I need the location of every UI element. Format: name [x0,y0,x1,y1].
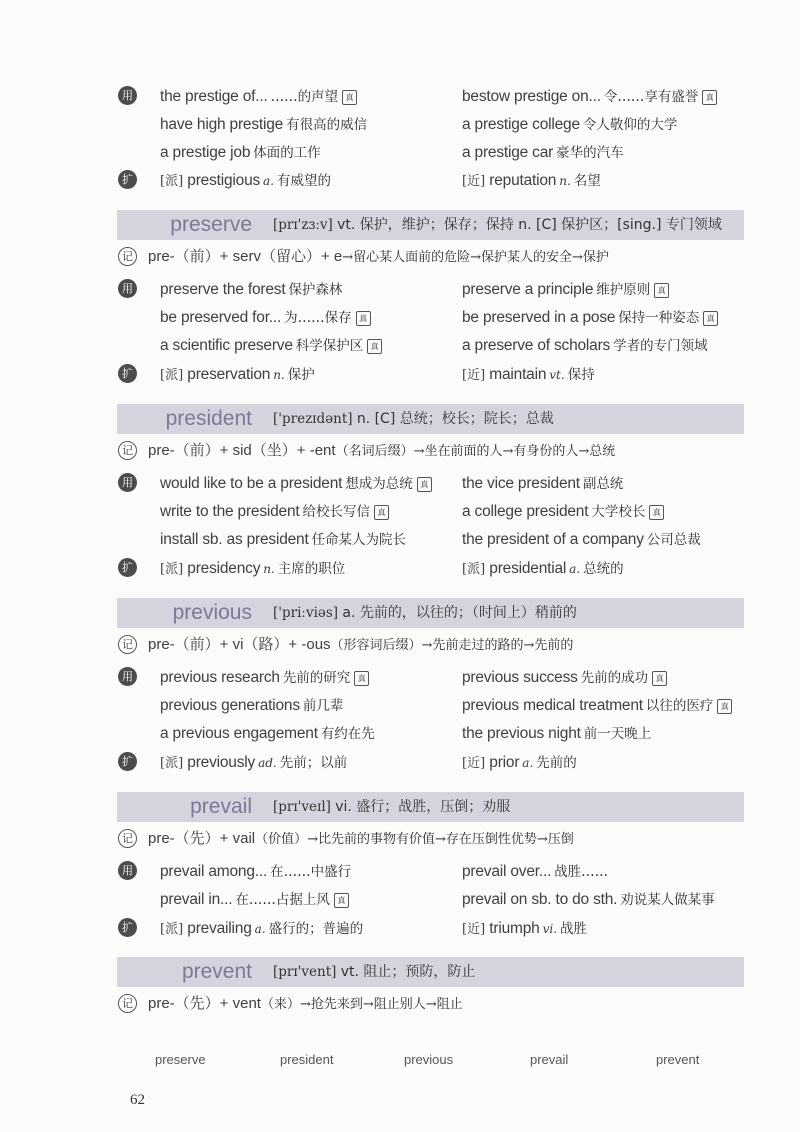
example-chinese: 公司总裁 [646,532,701,548]
example-chinese: 劝说某人做某事 [620,892,715,908]
exam-badge-icon: 真 [354,671,369,686]
phonetic: ['priːviəs] [273,605,343,621]
expand-icon: 扩 [118,170,137,189]
usage-example [462,84,717,109]
derived-chinese: 主席的职位 [277,561,346,577]
derived-chinese: 保持 [567,367,595,383]
example-chinese: 维护原则 [596,282,651,298]
expand-icon: 扩 [118,364,137,383]
page-number: 62 [130,1092,145,1108]
derived-english: prestigious [187,172,261,189]
entry-header [117,792,744,822]
usage-icon: 用 [118,86,137,105]
usage-example [462,887,715,912]
example-english: install sb. as president [160,531,309,548]
derived-pos: ad. [258,756,277,770]
exam-badge-icon: 真 [717,699,732,714]
definition [273,598,577,628]
example-chinese: 有约在先 [320,726,375,742]
example-chinese: 豪华的汽车 [556,145,624,161]
expand-icon: 扩 [118,918,137,937]
definition-text: vt. 阻止；预防，防止 [340,964,476,980]
example-english: have high prestige [160,116,284,133]
exam-badge-icon: 真 [374,505,389,520]
example-chinese: 想成为总统 [345,476,413,492]
etymology-parts: pre-（前）+ serv（留心）+ e [148,248,343,265]
etymology-parts: pre-（前）+ vi（路）+ -ous [148,636,331,653]
etymology [148,992,463,1017]
exam-badge-icon: 真 [417,477,432,492]
relation-tag: [派] [160,562,188,577]
example-chinese: 有很高的威信 [286,117,368,133]
footer-word: previous [404,1052,454,1067]
etymology-chain: （名词后缀）→坐在前面的人→有身份的人→总统 [335,444,616,459]
usage-example [160,887,349,912]
example-chinese: 先前的成功 [580,670,649,686]
usage-example [462,693,732,718]
derived-pos: vt. [549,368,565,382]
etymology [148,633,573,658]
phonetic: ['prezɪdənt] [273,411,357,427]
exam-badge-icon: 真 [356,311,371,326]
memory-icon: 记 [118,635,137,654]
derived-pos: n. [559,174,571,188]
derived-english: preservation [187,366,271,383]
usage-example [160,84,357,109]
example-english: be preserved for... [160,309,282,326]
example-chinese: 体面的工作 [253,145,321,161]
headword: president [165,407,252,430]
derived-english: reputation [489,172,557,189]
etymology-parts: pre-（先）+ vent [148,995,261,1012]
definition [273,957,475,987]
headword: prevail [190,795,252,818]
example-english: previous generations [160,697,300,714]
derived-pos: a. [263,174,275,188]
footer-word: preserve [155,1052,206,1067]
definition [273,210,722,240]
derived-word [160,916,363,942]
example-chinese: 在……中盛行 [270,864,352,880]
derived-english: previously [187,754,256,771]
derived-english: triumph [489,920,540,937]
example-english: previous research [160,669,280,686]
example-english: the previous night [462,725,581,742]
derived-chinese: 保护 [287,367,315,383]
derived-english: prior [489,754,520,771]
usage-example [462,499,664,524]
relation-tag: [派] [160,368,188,383]
example-english: bestow prestige on... [462,88,601,105]
example-english: a preserve of scholars [462,337,611,354]
etymology [148,827,574,852]
etymology-parts: pre-（先）+ vail [148,830,256,847]
derived-chinese: 盛行的；普遍的 [268,921,364,937]
usage-example [462,333,708,358]
etymology [148,439,615,464]
derived-word [160,362,315,388]
usage-example [160,471,432,496]
usage-example [160,305,371,330]
example-chinese: 给校长写信 [302,504,370,520]
derived-chinese: 有威望的 [277,173,332,189]
definition-text: n. [C] 总统；校长；院长；总裁 [356,411,554,427]
example-chinese: 在……占据上风 [235,892,330,908]
footer-word: prevail [530,1052,569,1067]
usage-example [160,527,406,552]
definition [273,792,510,822]
relation-tag: [近] [462,174,490,189]
example-english: write to the president [160,503,300,520]
derived-english: presidency [187,560,261,577]
example-english: preserve a principle [462,281,594,298]
relation-tag: [派] [160,756,188,771]
phonetic: [prɪ'veɪl] [273,799,336,815]
example-english: a previous engagement [160,725,318,742]
example-english: previous success [462,669,578,686]
derived-english: presidential [489,560,567,577]
example-chinese: 战胜…… [554,864,609,880]
definition-text: vi. 盛行；战胜，压倒；劝服 [335,799,511,815]
example-chinese: 大学校长 [591,504,646,520]
usage-example [160,333,382,358]
expand-icon: 扩 [118,752,137,771]
example-chinese: 为……保存 [284,310,352,326]
usage-example [462,527,701,552]
usage-example [462,471,623,496]
example-english: a college president [462,503,589,520]
usage-example [160,721,375,746]
example-chinese: 学者的专门领域 [613,338,708,354]
derived-english: maintain [489,366,547,383]
relation-tag: [派] [160,174,188,189]
exam-badge-icon: 真 [342,90,357,105]
definition [273,404,554,434]
example-english: previous medical treatment [462,697,643,714]
derived-chinese: 战胜 [560,921,588,937]
etymology-chain: →留心某人面前的危险→保护某人的安全→保护 [342,250,609,265]
example-chinese: 科学保护区 [295,338,364,354]
exam-badge-icon: 真 [649,505,664,520]
footer-word: prevent [656,1052,700,1067]
derived-word [462,362,595,388]
example-english: the prestige of... [160,88,268,105]
headword: preserve [170,213,252,236]
exam-badge-icon: 真 [702,90,717,105]
example-chinese: 前一天晚上 [583,726,652,742]
example-english: preserve the forest [160,281,286,298]
usage-icon: 用 [118,861,137,880]
usage-example [160,140,321,165]
usage-example [462,112,677,137]
derived-word [462,916,587,942]
example-english: the vice president [462,475,580,492]
memory-icon: 记 [118,441,137,460]
footer-word: president [280,1052,334,1067]
usage-example [462,665,667,690]
definition-text: a. 先前的，以往的；（时间上）稍前的 [342,605,577,621]
derived-word [462,556,624,582]
phonetic: [prɪ'vent] [273,964,341,980]
example-english: be preserved in a pose [462,309,616,326]
usage-icon: 用 [118,473,137,492]
usage-icon: 用 [118,667,137,686]
entry-header [117,957,744,987]
example-chinese: 先前的研究 [282,670,351,686]
expand-icon: 扩 [118,558,137,577]
example-english: a prestige car [462,144,554,161]
derived-word [160,750,347,776]
example-chinese: 令人敬仰的大学 [582,117,678,133]
example-english: prevail over... [462,863,552,880]
exam-badge-icon: 真 [334,893,349,908]
usage-example [462,277,669,302]
derived-word [462,750,577,776]
etymology-chain: （形容词后缀）→先前走过的路的→先前的 [330,638,574,653]
example-chinese: 前几辈 [302,698,344,714]
entry-header [117,404,744,434]
example-english: a prestige job [160,144,251,161]
derived-pos: n. [263,562,275,576]
example-english: prevail among... [160,863,268,880]
usage-example [160,693,343,718]
entry-header [117,598,744,628]
derived-pos: a. [569,562,581,576]
example-english: a prestige college [462,116,580,133]
usage-example [160,665,369,690]
derived-chinese: 先前的 [536,755,577,771]
memory-icon: 记 [118,247,137,266]
derived-word [160,556,345,582]
usage-example [462,305,718,330]
etymology [148,245,609,270]
usage-example [160,277,342,302]
etymology-parts: pre-（前）+ sid（坐）+ -ent [148,442,336,459]
exam-badge-icon: 真 [367,339,382,354]
usage-example [160,499,389,524]
example-chinese: 令……享有盛誉 [603,89,699,105]
derived-chinese: 名望 [573,173,601,189]
derived-word [160,168,331,194]
relation-tag: [派] [160,922,188,937]
usage-example [462,140,624,165]
derived-pos: a. [522,756,534,770]
usage-example [160,112,367,137]
exam-badge-icon: 真 [654,283,669,298]
etymology-chain: （价值）→比先前的事物有价值→存在压倒性优势→压倒 [255,832,574,847]
example-chinese: 以往的医疗 [645,698,714,714]
exam-badge-icon: 真 [652,671,667,686]
relation-tag: [近] [462,922,490,937]
relation-tag: [近] [462,368,490,383]
headword: prevent [181,960,252,983]
exam-badge-icon: 真 [703,311,718,326]
example-chinese: 保护森林 [288,282,343,298]
example-english: prevail on sb. to do sth. [462,891,618,908]
derived-pos: n. [273,368,285,382]
example-chinese: 副总统 [582,476,624,492]
relation-tag: [派] [462,562,490,577]
usage-example [462,721,651,746]
definition-text: vt. 保护，维护；保存；保持 n. [C] 保护区；[sing.] 专门领域 [337,217,722,233]
example-chinese: 任命某人为院长 [311,532,407,548]
derived-english: prevailing [187,920,252,937]
derived-chinese: 总统的 [583,561,624,577]
derived-word [462,168,601,194]
relation-tag: [近] [462,756,490,771]
usage-icon: 用 [118,279,137,298]
example-english: prevail in... [160,891,233,908]
example-chinese: ……的声望 [270,89,339,105]
derived-chinese: 先前；以前 [279,755,348,771]
usage-example [462,859,608,884]
usage-example [160,859,351,884]
memory-icon: 记 [118,829,137,848]
example-english: the president of a company [462,531,644,548]
phonetic: [prɪ'zɜːv] [273,217,338,233]
example-chinese: 保持一种姿态 [618,310,700,326]
example-english: a scientific preserve [160,337,293,354]
memory-icon: 记 [118,994,137,1013]
etymology-chain: （来）→抢先来到→阻止别人→阻止 [260,997,463,1012]
derived-pos: vi. [542,922,558,936]
derived-pos: a. [254,922,266,936]
headword: previous [172,601,252,624]
entry-header [117,210,744,240]
example-english: would like to be a president [160,475,343,492]
